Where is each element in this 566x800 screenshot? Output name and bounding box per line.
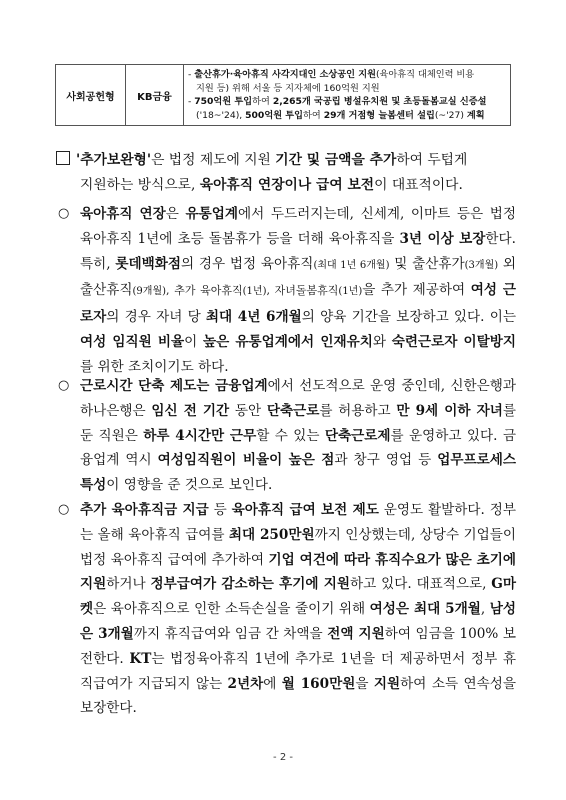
summary-paragraph: '추가보완형'은 법정 제도에 지원 기간 및 금액을 추가하여 두텁게 지원하는 방식으로, 육아휴직 연장이나 급여 보전이 대표적이다. (56, 148, 516, 198)
program-table (55, 64, 511, 126)
circle-bullet-icon: ○ (58, 206, 70, 221)
table-cell-type: 사회공헌형 (56, 65, 126, 126)
table-cell-description: - 출산휴가·육아휴직 사각지대인 소상공인 지원(육아휴직 대체인력 비용 지원 등) 위해 서울 등 지자체에 160억원 지원 - 750억원 투입하여 2,265개 국공립 병설유치원 및 초등돌봄교실 신증설 ('18~'24), 500억원 투입하여 29개 거점형 늘봄센터 설립(~'27) 계획 (184, 65, 511, 126)
square-bullet-icon (56, 151, 70, 165)
paragraph-reduced-hours: ○ 근로시간 단축 제도는 금융업계에서 선도적으로 운영 중인데, 신한은행과 하나은행은 임신 전 기간 동안 단축근로를 허용하고 만 9세 이하 자녀를 둔 직원은 하루 4시간만 근무할 수 있는 단축근로제를 운영하고 있다. 금융업계 역시 여성임직원이 비율이 높은 점과 창구 영업 등 업무프로세스 특성이 영향을 준 것으로 보인다. (58, 374, 516, 498)
table-row (56, 65, 511, 126)
circle-bullet-icon: ○ (58, 378, 70, 393)
paragraph-leave-extension: ○ 육아휴직 연장은 유통업계에서 두드러지는데, 신세계, 이마트 등은 법정 육아휴직 1년에 초등 돌봄휴가 등을 더해 육아휴직을 3년 이상 보장한다. 특히, 롯데백화점의 경우 법정 육아휴직(최대 1년 6개월) 및 출산휴가(3개월) 외 출산휴직(9개월), 추가 육아휴직(1년), 자녀돌봄휴직(1년)을 추가 제공하여 여성 근로자의 경우 자녀 당 최대 4년 6개월의 양육 기간을 보장하고 있다. 이는 여성 임직원 비율이 높은 유통업계에서 인재유치와 숙련근로자 이탈방지를 위한 조치이기도 하다. (58, 202, 516, 380)
circle-bullet-icon: ○ (58, 502, 70, 517)
paragraph-benefit-supplement: ○ 추가 육아휴직금 지급 등 육아휴직 급여 보전 제도 운영도 활발하다. 정부는 올해 육아휴직 급여를 최대 250만원까지 인상했는데, 상당수 기업들이 법정 육아휴직 급여에 추가하여 기업 여건에 따라 휴직수요가 많은 초기에 지원하거나 정부급여가 감소하는 후기에 지원하고 있다. 대표적으로, G마켓은 육아휴직으로 인한 소득손실을 줄이기 위해 여성은 최대 5개월, 남성은 3개월까지 휴직급여와 임금 간 차액을 전액 지원하여 임금을 100% 보전한다. KT는 법정육아휴직 1년에 추가로 1년을 더 제공하면서 정부 휴직급여가 지급되지 않는 2년차에 월 160만원을 지원하여 소득 연속성을 보장한다. (58, 498, 516, 721)
page-number: - 2 - (273, 752, 293, 763)
table-cell-company: KB금융 (126, 65, 184, 126)
